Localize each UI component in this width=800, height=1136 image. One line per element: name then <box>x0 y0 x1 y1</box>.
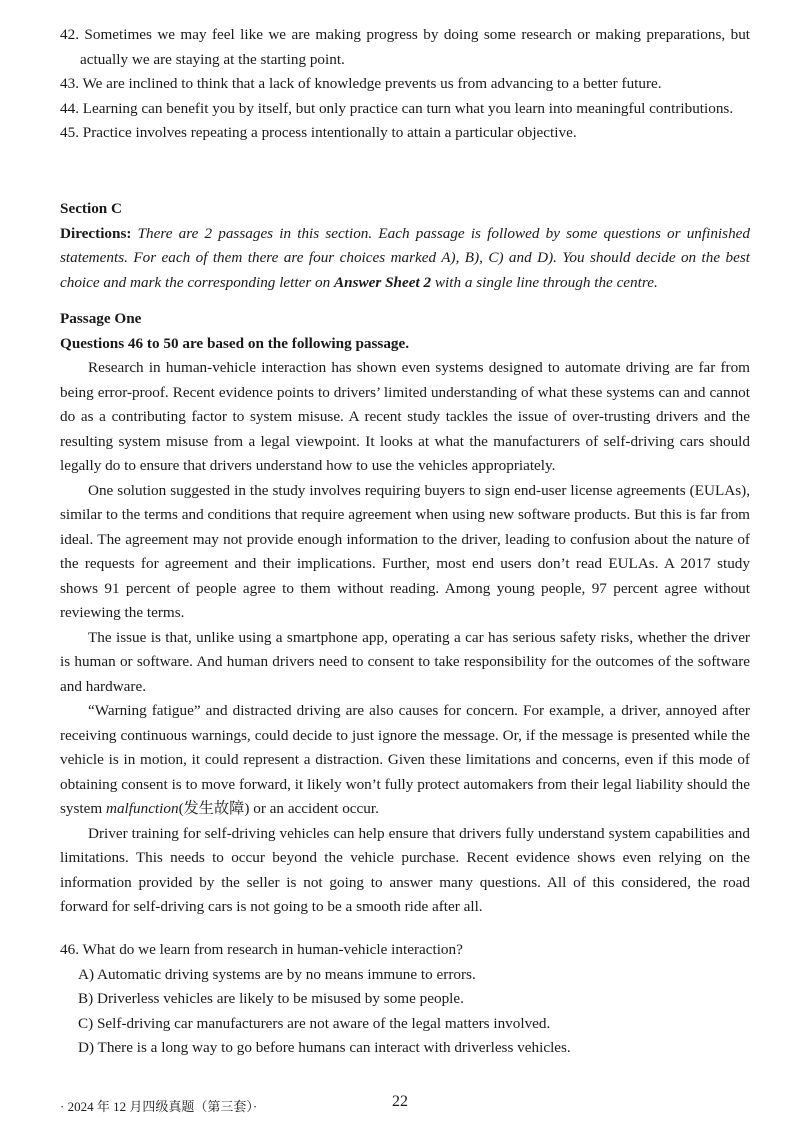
section-c <box>60 197 750 295</box>
statement-text: Practice involves repeating a process intentionally to attain a particular objective. <box>82 124 577 141</box>
statement-text: Sometimes we may feel like we are making progress by doing some research or making preparations, but actually we are staying at the starting point. <box>80 26 751 68</box>
statement-42 <box>60 23 750 72</box>
passage-paragraph <box>60 699 750 822</box>
option-b: B) Driverless vehicles are likely to be misused by some people. <box>78 990 464 1007</box>
option-d: D) There is a long way to go before humans can interact with driverless vehicles. <box>78 1039 571 1056</box>
directions-label: Directions: <box>60 224 132 242</box>
statement-number: 44. <box>60 99 79 117</box>
question-stem: 46. What do we learn from research in human-vehicle interaction? <box>60 941 463 958</box>
statement-text: Learning can benefit you by itself, but only practice can turn what you learn into meaningful contributions. <box>82 99 734 117</box>
directions-text-end: with a single line through the centre. <box>434 273 658 291</box>
passage-paragraph: Driver training for self-driving vehicles can help ensure that drivers fully understand system capabilities and limitations. This needs to occur beyond the vehicle purchase. Recent evidence shows even relying on the information provided by the seller is not going to answer many questions. All of this considered, the road forward for self-driving cars is not going to be a smooth ride after all. <box>60 824 750 915</box>
statement-number: 43. <box>60 75 79 92</box>
statement-45 <box>60 121 750 146</box>
directions-text: There are 2 passages in this section. Each passage is followed by some questions or unfinished statements. For each of them there are four choices marked A), B), C) and D). You should decide on the best choice and mark the corresponding letter on <box>60 224 750 291</box>
page-number: 22 <box>392 1093 408 1110</box>
option-c: C) Self-driving car manufacturers are not aware of the legal matters involved. <box>78 1014 551 1032</box>
question-46 <box>60 938 750 1061</box>
section-title: Section C <box>60 200 123 217</box>
footer-exam-title: · 2024 年 12 月四级真题（第三套）· <box>60 1099 258 1114</box>
passage-subtitle: Questions 46 to 50 are based on the following passage. <box>60 334 410 352</box>
passage-paragraph: One solution suggested in the study involves requiring buyers to sign end-user license agreements (EULAs), similar to the terms and conditions that require agreement when using new software products. But this is far from ideal. The agreement may not provide enough information to the driver, leading to confusion about the nature of the requests for agreement and their implications. Further, most end users don’t read EULAs. A 2017 study shows 91 percent of people agree to them without reading. Among young people, 97 percent agree without reviewing the terms. <box>60 481 750 621</box>
paragraph-text: “Warning fatigue” and distracted driving are also causes for concern. For example, a driver, annoyed after receiving continuous warnings, could decide to just ignore the message. Or, if the message is presented while the vehicle is in motion, it could represent a distraction. Given these limitations and concerns, even if this mode of obtaining consent is to move forward, it likely won’t fully protect automakers from their legal liability should the system <box>60 702 750 817</box>
passage-one <box>60 307 750 920</box>
answer-sheet-label: Answer Sheet 2 <box>334 273 432 291</box>
passage-title: Passage One <box>60 310 142 327</box>
statement-number: 45. <box>60 124 79 141</box>
statement-44 <box>60 97 750 122</box>
statements-list <box>60 23 750 146</box>
option-a: A) Automatic driving systems are by no means immune to errors. <box>78 965 476 983</box>
passage-paragraph: Research in human-vehicle interaction has shown even systems designed to automate driving are far from being error-proof. Recent evidence points to drivers’ limited understanding of what these systems can and cannot do as a contributing factor to system misuse. A recent study tackles the issue of over-trusting drivers and the resulting system misuse from a legal viewpoint. It looks at what the manufacturers of self-driving cars should legally do to ensure that drivers understand how to use the vehicles appropriately. <box>60 359 750 474</box>
statement-text: We are inclined to think that a lack of knowledge prevents us from advancing to a better future. <box>82 75 662 92</box>
directions <box>60 222 750 296</box>
paragraph-text: or an accident occur. <box>253 800 379 817</box>
passage-paragraph: The issue is that, unlike using a smartphone app, operating a car has serious safety risks, whether the driver is human or software. And human drivers need to consent to take responsibility for the outcomes of the software and hardware. <box>60 628 750 695</box>
statement-43 <box>60 72 750 97</box>
glossed-word: malfunction <box>106 800 179 817</box>
statement-number: 42. <box>60 26 79 43</box>
chinese-gloss: (发生故障) <box>178 800 250 817</box>
